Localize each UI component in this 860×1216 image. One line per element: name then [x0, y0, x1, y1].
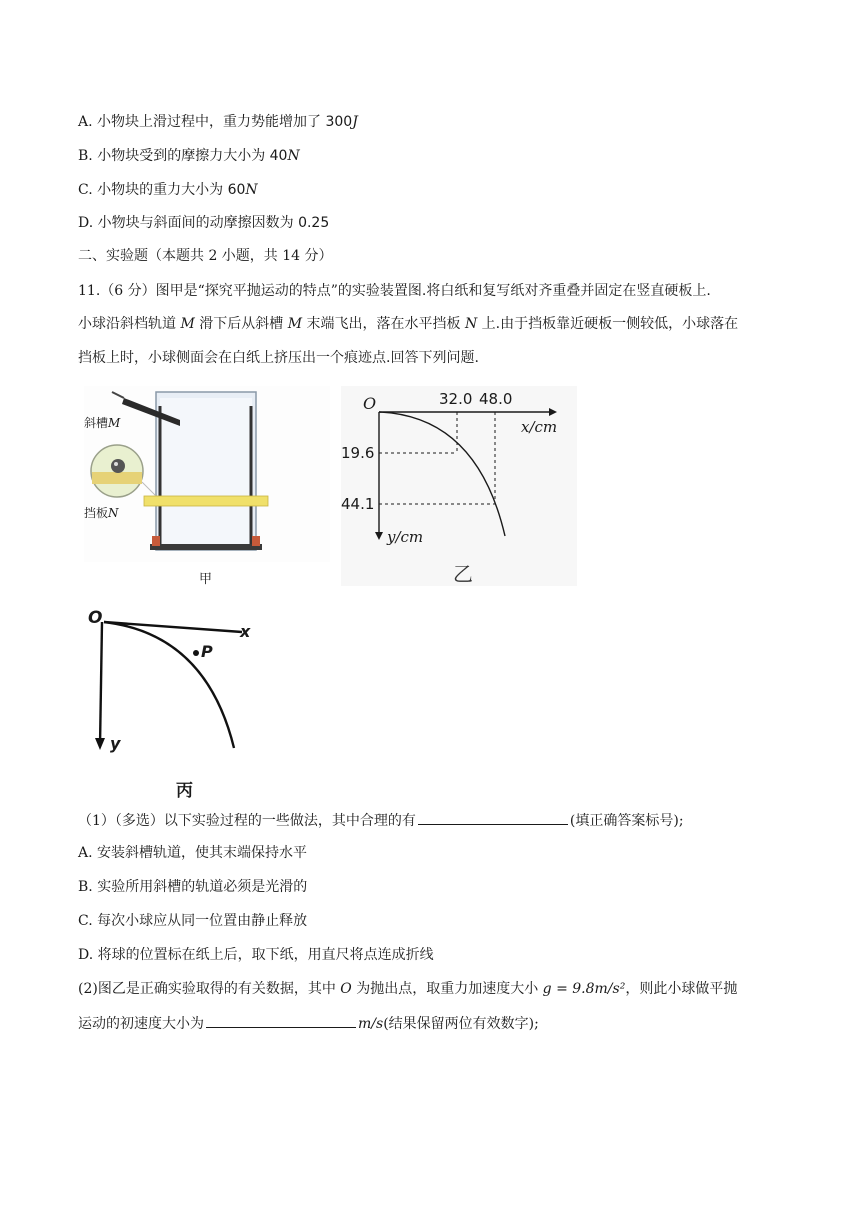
- option-c-value: 60: [227, 182, 246, 198]
- part2-unit: m/s: [358, 1016, 384, 1032]
- part2-g-expr: g = 9.8m/s²: [542, 981, 626, 997]
- y-tick-44.1: 44.1: [341, 495, 375, 513]
- figure-bing: [84, 604, 270, 800]
- option-a: [78, 112, 358, 132]
- part2-line2-b: (结果保留两位有效数字);: [383, 1016, 539, 1032]
- part1-stem-b: (填正确答案标号);: [569, 813, 684, 829]
- figure-jia: [84, 386, 330, 562]
- y-axis-label: y/cm: [387, 528, 424, 546]
- bing-curve: [104, 622, 234, 748]
- answer-blank-1[interactable]: [418, 810, 568, 825]
- trajectory-curve: [379, 412, 505, 536]
- bing-origin: O: [88, 608, 103, 628]
- q11-line2-b: 滑下后从斜槽: [194, 316, 288, 332]
- option-c-text: C. 小物块的重力大小为: [78, 182, 228, 198]
- figure-yi: [341, 386, 577, 586]
- option-b: [78, 146, 300, 166]
- bing-y-label: y: [110, 734, 121, 753]
- option-d: [78, 213, 329, 233]
- section-heading: 二、实验题（本题共 2 小题，共 14 分）: [78, 248, 333, 264]
- bing-y-arrow-icon: [95, 738, 105, 750]
- label-board: [84, 504, 119, 521]
- part2-a: (2)图乙是正确实验取得的有关数据，其中: [78, 981, 341, 997]
- q11-line2-d: 上.由于挡板靠近硬板一侧较低，小球落在: [477, 316, 739, 332]
- part2-line1: [78, 979, 737, 999]
- option-a-unit: J: [352, 114, 358, 130]
- q11-line2-c: 末端飞出，落在水平挡板: [302, 316, 465, 332]
- option-d-value: 0.25: [298, 215, 330, 231]
- part2-var-o: O: [340, 981, 352, 997]
- caption-yi: 乙: [453, 562, 473, 586]
- part2-line2: [78, 1013, 539, 1034]
- y-tick-19.6: 19.6: [341, 444, 375, 462]
- x-axis-label: x/cm: [521, 418, 558, 436]
- option-a-value: 300: [325, 114, 353, 130]
- q11-var-n: N: [464, 316, 478, 332]
- option-d-text: D. 小物块与斜面间的动摩擦因数为: [78, 215, 299, 231]
- option-b-unit: N: [287, 148, 300, 164]
- y-axis-arrow-icon: [375, 532, 383, 540]
- part2-b: 为抛出点，取重力加速度大小: [351, 981, 543, 997]
- part2-line2-a: 运动的初速度大小为: [78, 1016, 204, 1032]
- part1-option-b: B. 实验所用斜槽的轨道必须是光滑的: [78, 879, 308, 895]
- label-board-var: N: [108, 506, 119, 520]
- q11-line2-a: 小球沿斜档轨道: [78, 316, 181, 332]
- x-tick-32: 32.0: [439, 390, 473, 408]
- option-a-text: A. 小物块上滑过程中，重力势能增加了: [78, 114, 326, 130]
- x-axis-arrow-icon: [549, 408, 557, 416]
- option-c: [78, 180, 258, 200]
- bing-x-axis: [104, 622, 242, 632]
- label-board-text: 挡板: [84, 506, 109, 520]
- q11-var-m: M: [180, 316, 195, 332]
- q11-line3: 挡板上时，小球侧面会在白纸上挤压出一个痕迹点.回答下列问题.: [78, 350, 479, 366]
- x-tick-48: 48.0: [479, 390, 513, 408]
- part1-option-c: C. 每次小球应从同一位置由静止释放: [78, 913, 308, 929]
- trajectory-plot: [341, 386, 577, 586]
- bing-y-axis: [100, 622, 102, 746]
- part1-stem: [78, 810, 684, 831]
- label-chute: [84, 414, 120, 431]
- option-b-text: B. 小物块受到的摩擦力大小为: [78, 148, 270, 164]
- q11-line2: [78, 314, 738, 334]
- bing-x-label: x: [240, 622, 251, 641]
- part2-c: ，则此小球做平抛: [625, 981, 738, 997]
- part1-stem-a: （1）（多选）以下实验过程的一些做法，其中合理的有: [78, 813, 416, 829]
- caption-jia: 甲: [199, 572, 213, 587]
- part1-option-a: A. 安装斜槽轨道，使其末端保持水平: [78, 845, 308, 861]
- apparatus-illustration: [84, 386, 330, 562]
- option-c-unit: N: [245, 182, 258, 198]
- point-p-label: P: [201, 642, 213, 661]
- q11-var-m-2: M: [287, 316, 303, 332]
- q11-line1: 11.（6 分）图甲是“探究平抛运动的特点”的实验装置图.将白纸和复写纸对齐重叠并固定在竖直硬板上.: [78, 283, 711, 299]
- part1-option-d: D. 将球的位置标在纸上后，取下纸，用直尺将点连成折线: [78, 947, 434, 963]
- plot-origin: O: [363, 394, 377, 413]
- label-chute-var: M: [108, 416, 121, 430]
- caption-bing: 丙: [176, 781, 193, 801]
- point-p-dot: [193, 650, 199, 656]
- label-chute-text: 斜槽: [84, 416, 109, 430]
- option-b-value: 40: [269, 148, 288, 164]
- answer-blank-2[interactable]: [206, 1013, 356, 1028]
